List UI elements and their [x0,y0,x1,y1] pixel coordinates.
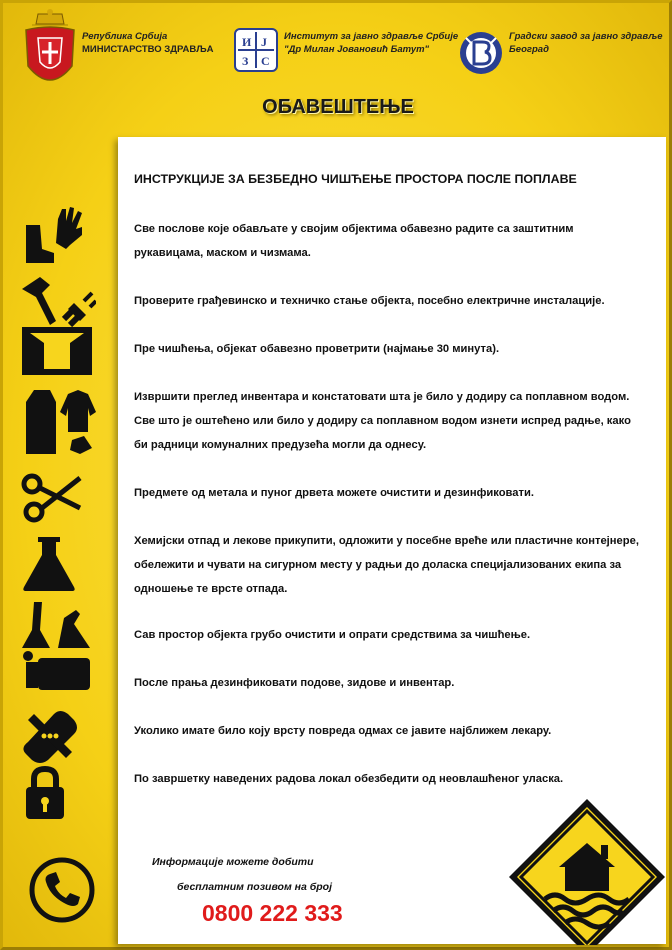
logo-letter-1: И [242,35,252,49]
org3-line2: Београд [509,44,549,55]
logo-letter-3: З [242,54,249,68]
info-line-1: Информације можете добити [152,856,314,868]
instruction-paragraph: По завршетку наведених радова локал обезбедити од неовлашћеног уласка. [134,773,564,785]
bandage-icon [20,708,80,764]
org1-name [82,30,214,56]
cleaning-supplies-icon [20,600,96,692]
city-institute-logo-icon [458,30,504,76]
instruction-paragraph: Проверите грађевинско и техничко стање објекта, посебно електричне инсталације. [134,295,605,307]
page-title: ОБАВЕШТЕЊЕ [262,96,414,118]
flask-icon [20,535,78,593]
instruction-paragraph: Уколико имате било коју врсту повреда одмах се јавите најближем лекару. [134,725,552,737]
org3-name [509,30,663,56]
instruction-paragraph: Пре чишћења, објекат обавезно проветрити (најмање 30 минута). [134,343,500,355]
org2-line2: "Др Милан Јовановић Батут" [284,44,430,55]
instruction-paragraph: Извршити преглед инвентара и констатовати шта је било у додиру са поплавном водом. Све што је оштећено или било у додиру са поплавном водом изнети испред радње, како би радници комуналних предузећа могли да однесу. [134,391,631,451]
instruction-paragraph: После прања дезинфиковати подове, зидове и инвентар. [134,677,455,689]
org2-line1: Институт за јавно здравље Србије [284,31,459,42]
org1-line2: МИНИСТАРСТВО ЗДРАВЉА [82,44,214,55]
instruction-paragraph: Предмете од метала и пуног дрвета можете очистити и дезинфиковати. [134,487,534,499]
clothes-icon [20,388,100,456]
flood-warning-sign-icon [505,795,669,945]
window-icon [20,325,94,377]
instructions-heading: ИНСТРУКЦИЈЕ ЗА БЕЗБЕДНО ЧИШЋЕЊЕ ПРОСТОРА ПОСЛЕ ПОПЛАВЕ [134,172,577,186]
phone-number: 0800 222 333 [202,900,343,926]
scissors-icon [20,470,84,524]
info-line-2: бесплатним позивом на број [177,881,332,893]
org1-line1: Република Србија [82,31,168,42]
serbia-coat-of-arms-icon [22,6,78,96]
instruction-paragraph: Хемијски отпад и лекове прикупити, одложити у посебне вреће или пластичне контејнере, обележити и чувати на сигурном месту у радњи до доласка специјализованих екипа за одношење те врсте отпада. [134,535,639,595]
boots-gloves-icon [20,205,86,267]
logo-letter-4: С [261,54,270,68]
logo-letter-2: Ј [261,35,267,49]
phone-icon [28,856,96,924]
org2-name [284,30,458,56]
hammer-plug-icon [20,275,96,327]
instruction-paragraph: Сав простор објекта грубо очистити и опрати средствима за чишћење. [134,629,531,641]
institute-logo-icon [234,28,278,72]
instruction-paragraph: Све послове које обављате у својим објектима обавезно радите са заштитним рукавицама, маском и чизмама. [134,223,574,259]
org3-line1: Градски завод за јавно здравље [509,31,663,42]
padlock-icon [20,765,70,821]
